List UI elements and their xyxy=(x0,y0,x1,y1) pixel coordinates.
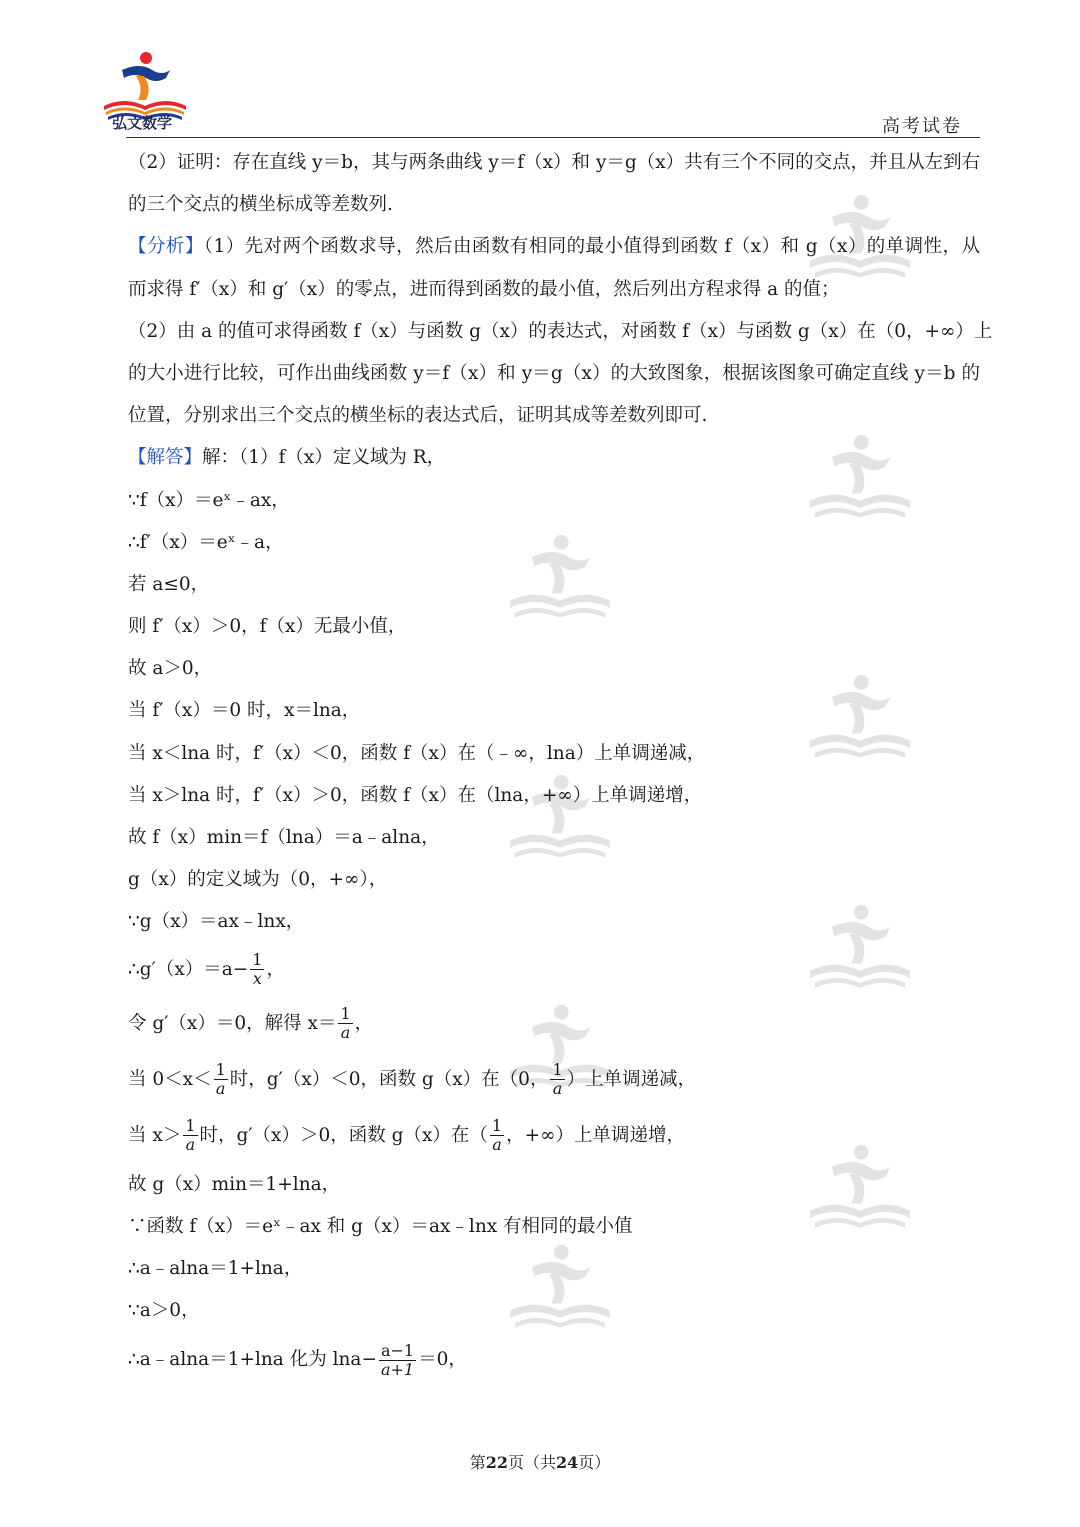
solution-line: ∵f（x）＝eˣ﹣ax， xyxy=(128,489,290,511)
page-number: 第22页（共24页） xyxy=(469,1453,611,1472)
solution-line: 当 x＞lna 时，f′（x）＞0，函数 f（x）在（lna，+∞）上单调递增， xyxy=(128,784,703,806)
solution-line: 令 g′（x）＝0，解得 x＝ $\frac{1}{a}$ ， xyxy=(128,1004,374,1043)
analysis-line: 位置，分别求出三个交点的横坐标的表达式后，证明其成等差数列即可. xyxy=(128,405,708,427)
solution-line: ∴g′（x）＝a− $\frac{1}{x}$ ， xyxy=(128,950,285,989)
solution-body xyxy=(128,142,993,1388)
solution-line: 故 f（x）min＝f（lna）＝a﹣alna， xyxy=(128,827,440,848)
solution-line: ∵函数 f（x）＝eˣ﹣ax 和 g（x）＝ax﹣lnx 有相同的最小值 xyxy=(128,1215,633,1237)
analysis-tag: 【分析】 xyxy=(128,236,204,258)
analysis-line: （2）由 a 的值可求得函数 f（x）与函数 g（x）的表达式，对函数 f（x）与函数 g（x）在（0，+∞）上 xyxy=(128,320,993,342)
solution-tag: 【解答】 xyxy=(128,447,203,469)
solution-line: 当 x＜lna 时，f′（x）＜0，函数 f（x）在（﹣∞，lna）上单调递减， xyxy=(128,742,706,764)
analysis-line: 【分析】（1）先对两个函数求导，然后由函数有相同的最小值得到函数 f（x）和 g（x）的单调性，从 xyxy=(128,236,980,258)
exam-label: 高考试卷 xyxy=(882,116,962,137)
fraction: $\frac{1}{a}$ xyxy=(552,1060,563,1099)
fraction: $\frac{1}{a}$ xyxy=(215,1060,226,1099)
solution-line: 故 g（x）min＝1+lna， xyxy=(128,1173,341,1195)
logo-text: 弘文数学 xyxy=(112,114,173,132)
solution-line: ∴f′（x）＝eˣ﹣a， xyxy=(128,531,284,553)
fraction: $\frac{1}{x}$ xyxy=(252,950,263,989)
fraction: $\frac{1}{a}$ xyxy=(185,1116,196,1155)
solution-line: ∵a＞0， xyxy=(128,1300,200,1322)
solution-line: ∴a﹣alna＝1+lna， xyxy=(128,1257,303,1279)
solution-line: 故 a＞0， xyxy=(128,658,213,680)
analysis-line: 而求得 f′（x）和 g′（x）的零点，进而得到函数的最小值，然后列出方程求得 a 的值； xyxy=(128,278,840,300)
fraction: $\frac{1}{a}$ xyxy=(491,1116,503,1155)
solution-line: g（x）的定义域为（0，+∞）， xyxy=(128,869,388,891)
header-divider xyxy=(126,137,980,138)
solution-line: 【解答】解：（1）f（x）定义域为 R， xyxy=(128,447,446,469)
solution-line: ∵g（x）＝ax﹣lnx， xyxy=(128,911,305,933)
solution-line: 当 x＞ $\frac{1}{a}$ 时，g′（x）＞0，函数 g（x）在（ $\frac{1}{a}$ ，+∞）上单调递增， xyxy=(128,1116,686,1155)
solution-line: 当 f′（x）＝0 时，x＝lna， xyxy=(128,700,361,722)
question-line: 的三个交点的横坐标成等差数列. xyxy=(128,194,393,216)
fraction: $\frac{1}{a}$ xyxy=(340,1004,351,1043)
analysis-line: 的大小进行比较，可作出曲线函数 y＝f（x）和 y＝g（x）的大致图象，根据该图象可确定直线 y＝b 的 xyxy=(128,362,980,384)
solution-line: 则 f′（x）＞0，f（x）无最小值， xyxy=(128,616,407,638)
fraction: $\frac{a-1}{a+1}$ xyxy=(380,1340,415,1379)
solution-line: 当 0＜x＜ $\frac{1}{a}$ 时，g′（x）＜0，函数 g（x）在（0， $\frac{1}{a}$ ）上单调递减， xyxy=(128,1060,697,1099)
solution-line: ∴a﹣alna＝1+lna 化为 lna− $\frac{a-1}{a+1}$ ＝0， xyxy=(128,1340,467,1379)
question-line: （2）证明：存在直线 y＝b，其与两条曲线 y＝f（x）和 y＝g（x）共有三个不同的交点，并且从左到右 xyxy=(128,152,981,173)
solution-line: 若 a≤0， xyxy=(128,573,210,595)
